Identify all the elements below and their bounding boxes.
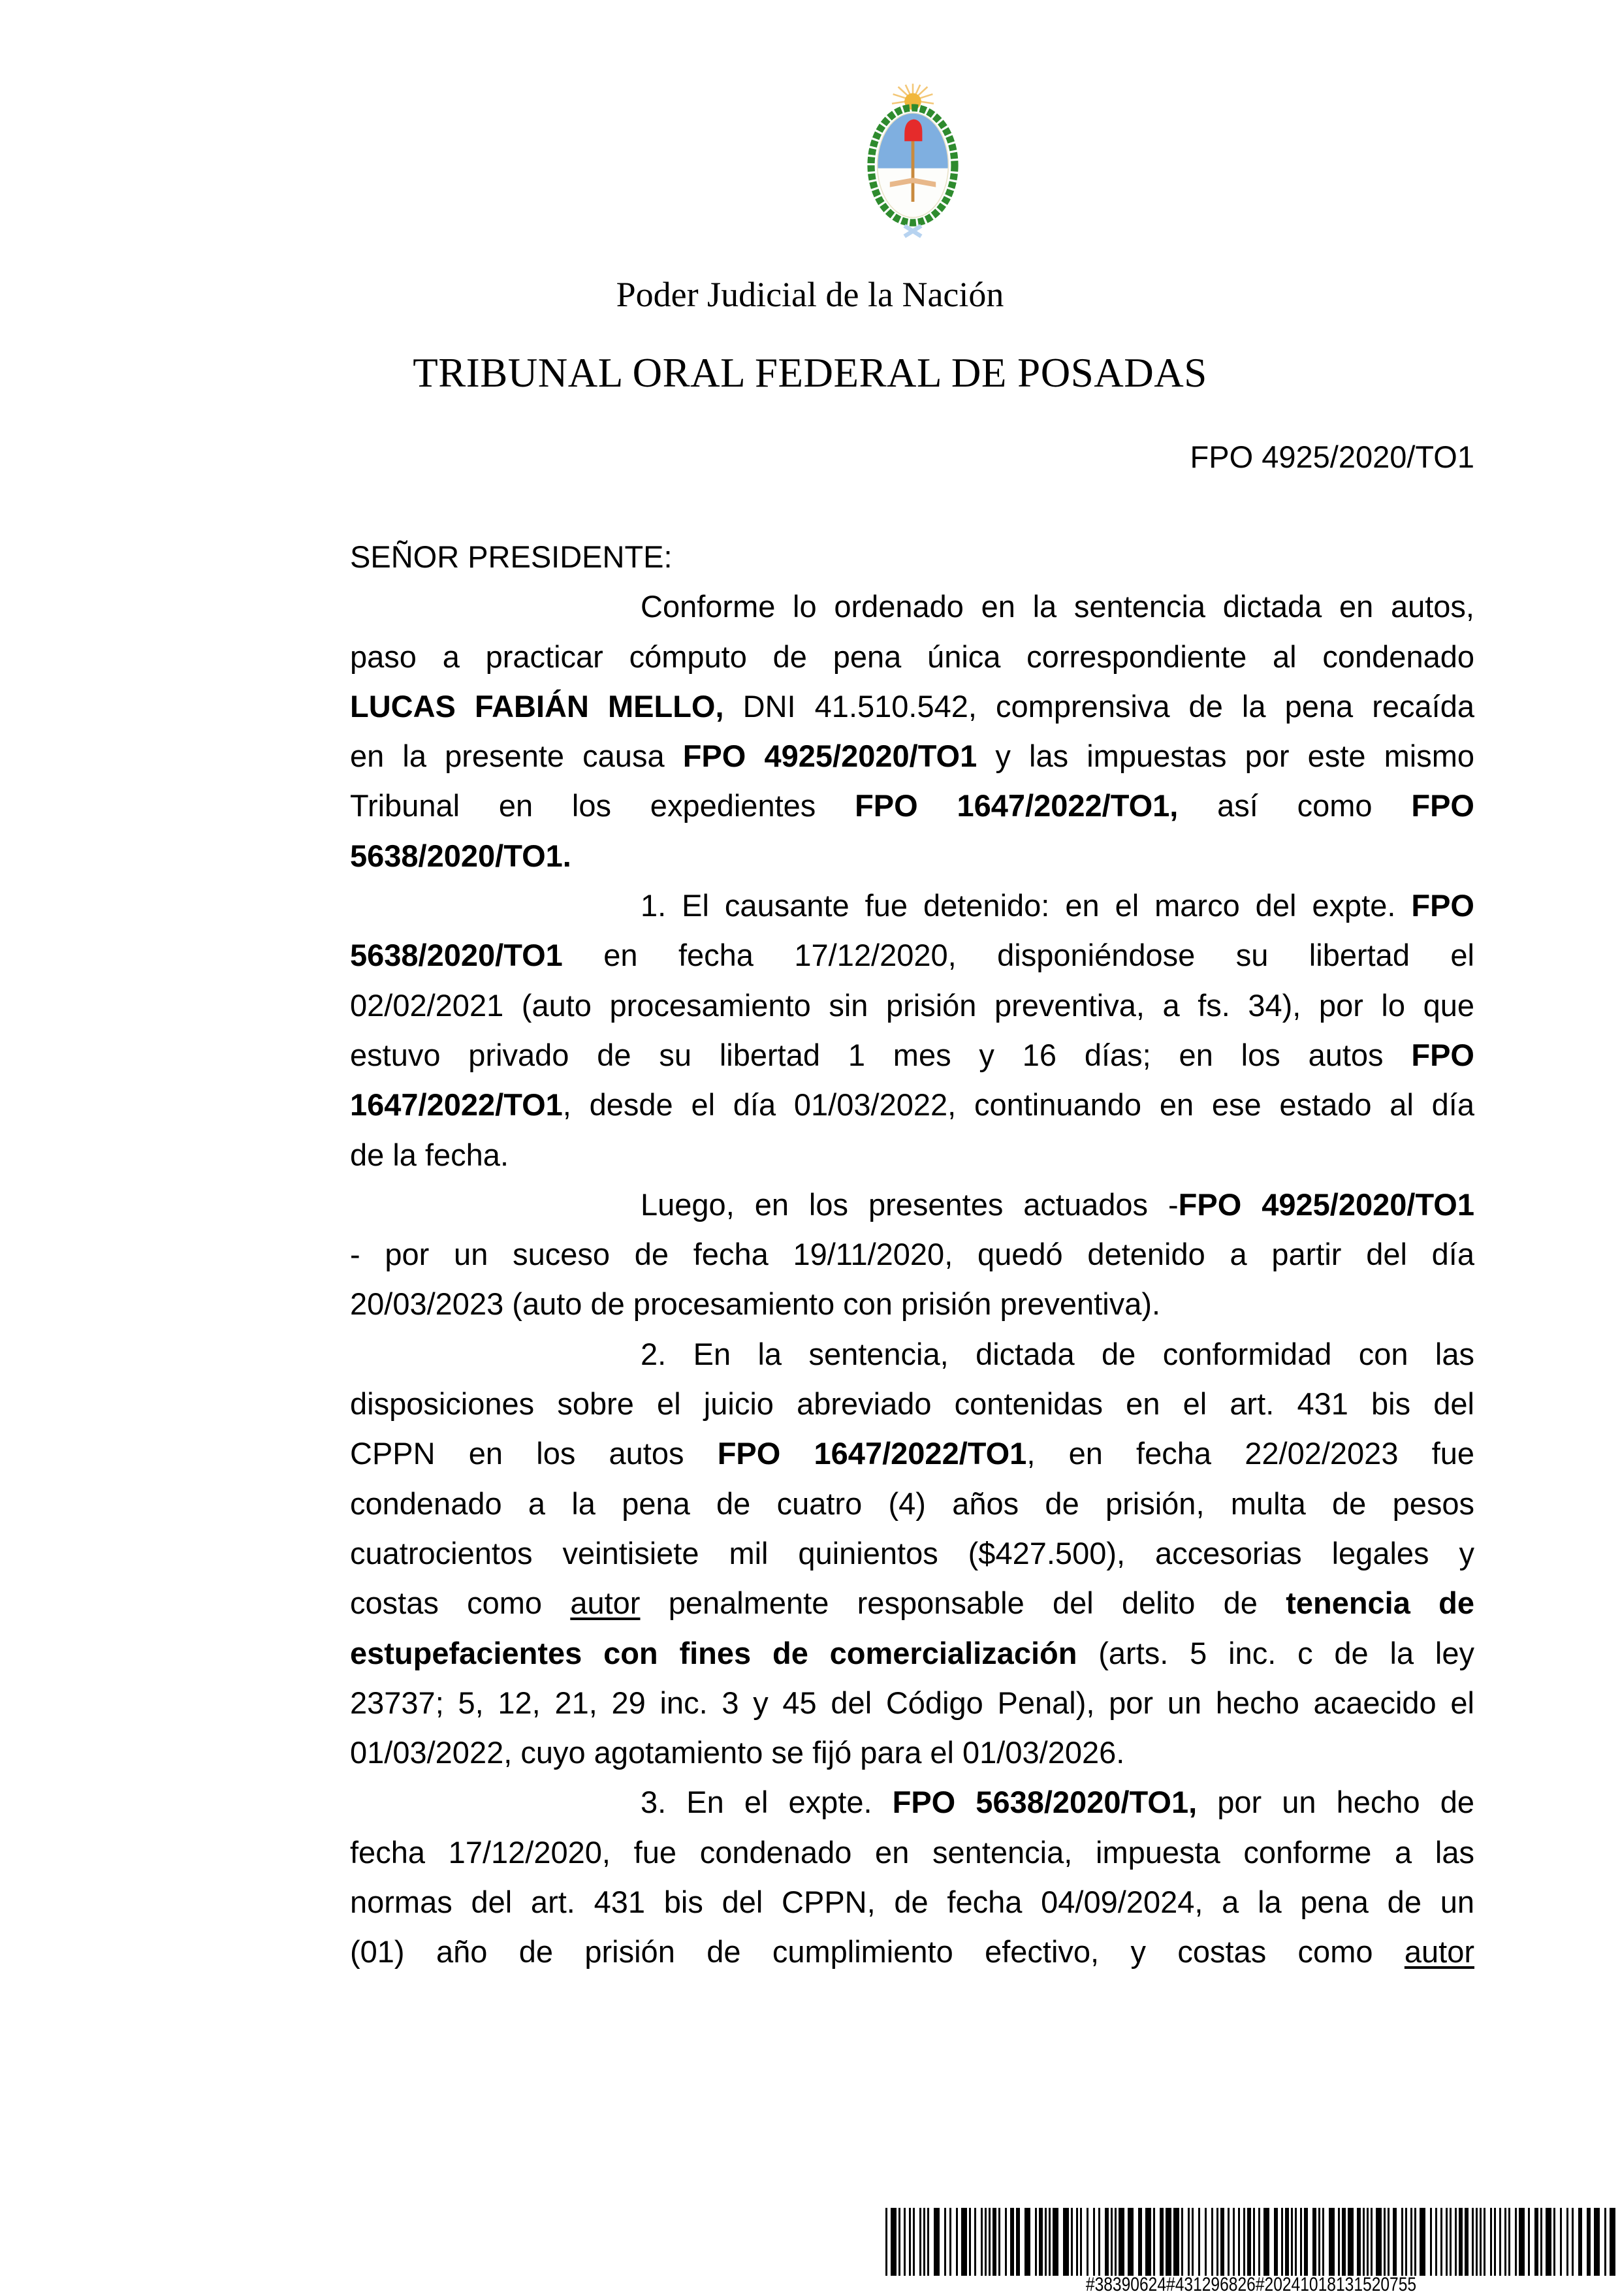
text-segment: DNI 41.510.542, comprensiva de la pena recaída — [723, 688, 1475, 724]
barcode-bar — [989, 2208, 991, 2276]
bold-text: tenencia de — [1286, 1586, 1474, 1621]
text-segment: por un hecho de — [1197, 1785, 1474, 1820]
text-line — [350, 881, 1474, 931]
barcode-bar — [1238, 2208, 1240, 2276]
text-line — [350, 1279, 1474, 1329]
text-segment: fecha 17/12/2020, fue condenado en sentencia, impuesta conforme a las — [350, 1834, 1474, 1870]
barcode-bar — [1181, 2208, 1183, 2276]
barcode-bar — [1484, 2208, 1485, 2276]
barcode-bar — [1587, 2208, 1591, 2276]
text-segment: de la fecha. — [350, 1137, 509, 1172]
barcode-bar — [1228, 2208, 1230, 2276]
barcode-bar — [1300, 2208, 1302, 2276]
text-segment: (arts. 5 inc. c de la ley — [1077, 1635, 1474, 1670]
text-segment: 20/03/2023 (auto de procesamiento con prisión preventiva). — [350, 1286, 1161, 1322]
text-segment: así como — [1178, 788, 1412, 823]
text-line — [350, 1728, 1474, 1778]
text-line — [350, 1080, 1474, 1130]
text-segment: 2. En la sentencia, dictada de conformidad con las — [641, 1336, 1474, 1371]
barcode-bar — [1465, 2208, 1469, 2276]
barcode-bar — [1450, 2208, 1452, 2276]
underlined-text: autor — [570, 1586, 641, 1621]
barcode-bar — [974, 2208, 976, 2276]
barcode-bar — [1053, 2208, 1058, 2276]
barcode-bar — [998, 2208, 1000, 2276]
barcode-bar — [1393, 2208, 1397, 2276]
bold-text: FPO — [1411, 888, 1474, 923]
barcode-bar — [1401, 2208, 1403, 2276]
barcode-bar — [1080, 2208, 1082, 2276]
text-line — [350, 731, 1474, 781]
barcode-bar — [1540, 2208, 1542, 2276]
barcode-bar — [1329, 2208, 1335, 2276]
barcode-bar — [1216, 2208, 1218, 2276]
barcode-bar — [1528, 2208, 1530, 2276]
barcode-bar — [1010, 2208, 1014, 2276]
text-line — [350, 1379, 1474, 1429]
text-line — [350, 1778, 1474, 1827]
barcode-bar — [1388, 2208, 1390, 2276]
text-segment: condenado a la pena de cuatro (4) años de prisión, multa de pesos — [350, 1486, 1474, 1521]
barcode-bar — [1494, 2208, 1496, 2276]
barcode-bar — [1348, 2208, 1354, 2276]
barcode-bar — [1440, 2208, 1442, 2276]
barcode-bar — [1093, 2208, 1095, 2276]
barcode-bar — [1295, 2208, 1297, 2276]
barcode-bar — [1285, 2208, 1289, 2276]
barcode-bar — [1572, 2208, 1574, 2276]
barcode-bar — [1160, 2208, 1164, 2276]
barcode-bar — [1410, 2208, 1412, 2276]
barcode-bar — [1499, 2208, 1501, 2276]
barcode-bar — [1534, 2208, 1538, 2276]
barcode-bar — [1508, 2208, 1510, 2276]
barcode-bar — [1049, 2208, 1051, 2276]
coat-of-arms-seal — [861, 82, 965, 238]
text-line — [350, 632, 1474, 682]
text-line — [350, 1529, 1474, 1578]
barcode-bar — [1076, 2208, 1078, 2276]
text-segment: paso a practicar cómputo de pena única correspondiente al condenado — [350, 639, 1474, 674]
text-line — [350, 532, 1474, 582]
text-line — [350, 1828, 1474, 1877]
barcode-bar — [909, 2208, 911, 2276]
barcode-bar — [1480, 2208, 1482, 2276]
barcode-bar — [1087, 2208, 1088, 2276]
text-segment: , desde el día 01/03/2022, continuando en ese estado al día — [562, 1087, 1474, 1123]
barcode-bar — [1515, 2208, 1517, 2276]
court-name: TRIBUNAL ORAL FEDERAL DE POSADAS — [413, 350, 1207, 396]
bold-text: FPO 1647/2022/TO1, — [855, 788, 1179, 823]
barcode-bar — [1071, 2208, 1073, 2276]
barcode-bar — [1405, 2208, 1407, 2276]
text-segment: 1. El causante fue detenido: en el marco del expte. — [641, 888, 1412, 923]
barcode-bar — [944, 2208, 946, 2276]
text-segment: en fecha 17/12/2020, disponiéndose su libertad el — [562, 938, 1474, 973]
barcode-bar — [1119, 2208, 1124, 2276]
barcode-bar — [1024, 2208, 1030, 2276]
bold-text: FPO — [1411, 788, 1474, 823]
barcode-bar — [1111, 2208, 1113, 2276]
barcode-bar — [1363, 2208, 1365, 2276]
barcode-bar — [1263, 2208, 1269, 2276]
barcode-bar — [1414, 2208, 1416, 2276]
barcode-bar — [898, 2208, 900, 2276]
barcode-bar — [1153, 2208, 1155, 2276]
barcode-bar — [985, 2208, 987, 2276]
text-segment: penalmente responsable del delito de — [640, 1586, 1286, 1621]
bold-text: FPO 1647/2022/TO1 — [717, 1436, 1027, 1471]
barcode-bar — [913, 2208, 915, 2276]
barcode-bar — [1005, 2208, 1007, 2276]
text-segment: en la presente causa — [350, 739, 683, 774]
text-segment: 23737; 5, 12, 21, 29 inc. 3 y 45 del Código Penal), por un hecho acaecido el — [350, 1685, 1474, 1720]
text-segment: cuatrocientos veintisiete mil quinientos ($427.500), accesorias legales y — [350, 1535, 1474, 1571]
text-segment: , en fecha 22/02/2023 fue — [1026, 1436, 1474, 1471]
barcode-bar — [1553, 2208, 1555, 2276]
bold-text: FPO 4925/2020/TO1 — [1178, 1187, 1475, 1222]
barcode-bar — [961, 2208, 967, 2276]
barcode-bar — [904, 2208, 906, 2276]
text-segment: 3. En el expte. — [641, 1785, 893, 1820]
bold-text: 5638/2020/TO1 — [350, 938, 563, 973]
text-line — [350, 1230, 1474, 1279]
barcode-bar — [1578, 2208, 1582, 2276]
barcode-bar — [1220, 2208, 1224, 2276]
barcode-bar — [1063, 2208, 1069, 2276]
barcode-bar — [1211, 2208, 1213, 2276]
barcode-bar — [1128, 2208, 1134, 2276]
barcode-bar — [1173, 2208, 1179, 2276]
barcode-bar — [1490, 2208, 1492, 2276]
barcode-bar — [969, 2208, 971, 2276]
barcode-bar — [1376, 2208, 1382, 2276]
barcode-bar — [1098, 2208, 1100, 2276]
barcode-bar — [885, 2208, 887, 2276]
barcode-text: #38390624#431296826#20241018131520755 — [1085, 2274, 1417, 2295]
barcode-bar — [1519, 2208, 1525, 2276]
barcode-bar — [1138, 2208, 1142, 2276]
text-segment: (01) año de prisión de cumplimiento efectivo, y costas como — [350, 1934, 1405, 1969]
barcode-bar — [1291, 2208, 1293, 2276]
barcode-bar — [1192, 2208, 1194, 2276]
text-line — [350, 1578, 1474, 1628]
text-line — [350, 1927, 1474, 1977]
barcode-bar — [993, 2208, 996, 2276]
text-segment: y las impuestas por este mismo — [977, 739, 1474, 774]
barcode-bar — [1357, 2208, 1361, 2276]
barcode-bar — [1258, 2208, 1260, 2276]
barcode-bar — [1546, 2208, 1551, 2276]
text-line — [350, 1180, 1474, 1230]
barcode-bar — [1035, 2208, 1037, 2276]
text-segment: Luego, en los presentes actuados - — [641, 1187, 1179, 1222]
barcode-bar — [1304, 2208, 1308, 2276]
barcode-bar — [1039, 2208, 1043, 2276]
barcode-bar — [1016, 2208, 1020, 2276]
document-body — [350, 532, 1474, 1977]
barcode-bar — [1247, 2208, 1251, 2276]
barcode-bar — [1371, 2208, 1373, 2276]
text-segment: Conforme lo ordenado en la sentencia dictada en autos, — [641, 589, 1474, 624]
text-segment: - por un suceso de fecha 19/11/2020, quedó detenido a partir del día — [350, 1237, 1474, 1272]
barcode-bar — [956, 2208, 958, 2276]
text-segment: normas del art. 431 bis del CPPN, de fecha 04/09/2024, a la pena de un — [350, 1885, 1474, 1920]
barcode-bar — [1455, 2208, 1457, 2276]
text-line — [350, 1629, 1474, 1678]
barcode-bar — [1188, 2208, 1190, 2276]
text-line — [350, 981, 1474, 1030]
barcode-bar — [1205, 2208, 1207, 2276]
barcode-bar — [1322, 2208, 1324, 2276]
barcode — [885, 2208, 1617, 2276]
text-segment: disposiciones sobre el juicio abreviado contenidas en el art. 431 bis del — [350, 1386, 1474, 1422]
barcode-bar — [927, 2208, 929, 2276]
barcode-bar — [1566, 2208, 1568, 2276]
barcode-bar — [934, 2208, 940, 2276]
barcode-bar — [1338, 2208, 1340, 2276]
text-line — [350, 781, 1474, 831]
text-line — [350, 1330, 1474, 1379]
text-segment: estuvo privado de su libertad 1 mes y 16 días; en los autos — [350, 1037, 1412, 1072]
barcode-bar — [1430, 2208, 1432, 2276]
barcode-bar — [1274, 2208, 1278, 2276]
text-line — [350, 831, 1474, 881]
barcode-bar — [1145, 2208, 1151, 2276]
institution-name: Poder Judicial de la Nación — [616, 275, 1004, 314]
barcode-bar — [1560, 2208, 1562, 2276]
barcode-bar — [891, 2208, 897, 2276]
barcode-bar — [1312, 2208, 1316, 2276]
case-number: FPO 4925/2020/TO1 — [1190, 439, 1474, 474]
barcode-bar — [1384, 2208, 1386, 2276]
bold-text: 1647/2022/TO1 — [350, 1087, 563, 1123]
barcode-bar — [1115, 2208, 1117, 2276]
text-segment: 01/03/2022, cuyo agotamiento se fijó para el 01/03/2026. — [350, 1735, 1125, 1770]
bold-text: FPO — [1411, 1037, 1474, 1072]
text-line — [350, 1429, 1474, 1478]
barcode-bar — [1420, 2208, 1425, 2276]
barcode-bar — [1318, 2208, 1320, 2276]
text-line — [350, 1877, 1474, 1927]
barcode-bar — [1253, 2208, 1255, 2276]
bold-text: estupefacientes con fines de comercialización — [350, 1635, 1077, 1670]
barcode-bar — [1166, 2208, 1171, 2276]
barcode-bar — [923, 2208, 925, 2276]
text-segment: costas como — [350, 1586, 571, 1621]
barcode-bar — [1198, 2208, 1200, 2276]
text-line — [350, 1030, 1474, 1080]
underlined-text: autor — [1404, 1934, 1474, 1969]
barcode-bar — [1459, 2208, 1463, 2276]
barcode-bar — [949, 2208, 951, 2276]
text-line — [350, 682, 1474, 731]
barcode-bar — [1105, 2208, 1109, 2276]
barcode-bar — [1472, 2208, 1474, 2276]
barcode-bar — [1233, 2208, 1235, 2276]
bold-text: FPO 4925/2020/TO1 — [682, 739, 977, 774]
barcode-bar — [919, 2208, 921, 2276]
barcode-bar — [1435, 2208, 1437, 2276]
barcode-bar — [1243, 2208, 1245, 2276]
bold-text: LUCAS FABIÁN MELLO, — [350, 688, 724, 724]
text-segment: Tribunal en los expedientes — [350, 788, 855, 823]
barcode-bar — [1446, 2208, 1448, 2276]
text-segment: 02/02/2021 (auto procesamiento sin prisión preventiva, a fs. 34), por lo que — [350, 987, 1474, 1023]
barcode-bar — [981, 2208, 983, 2276]
text-segment: SEÑOR PRESIDENTE: — [350, 539, 673, 574]
text-line — [350, 931, 1474, 980]
text-segment: CPPN en los autos — [350, 1436, 718, 1471]
text-line — [350, 582, 1474, 631]
barcode-bar — [1594, 2208, 1600, 2276]
text-line — [350, 1479, 1474, 1529]
text-line — [350, 1130, 1474, 1180]
barcode-bar — [1476, 2208, 1478, 2276]
barcode-bar — [1504, 2208, 1506, 2276]
barcode-bar — [1367, 2208, 1369, 2276]
barcode-bar — [1281, 2208, 1283, 2276]
bold-text: 5638/2020/TO1. — [350, 838, 571, 873]
text-line — [350, 1678, 1474, 1728]
barcode-bar — [1045, 2208, 1047, 2276]
barcode-bar — [1610, 2208, 1615, 2276]
bold-text: FPO 5638/2020/TO1, — [892, 1785, 1198, 1820]
barcode-bar — [1342, 2208, 1346, 2276]
barcode-bar — [1604, 2208, 1606, 2276]
